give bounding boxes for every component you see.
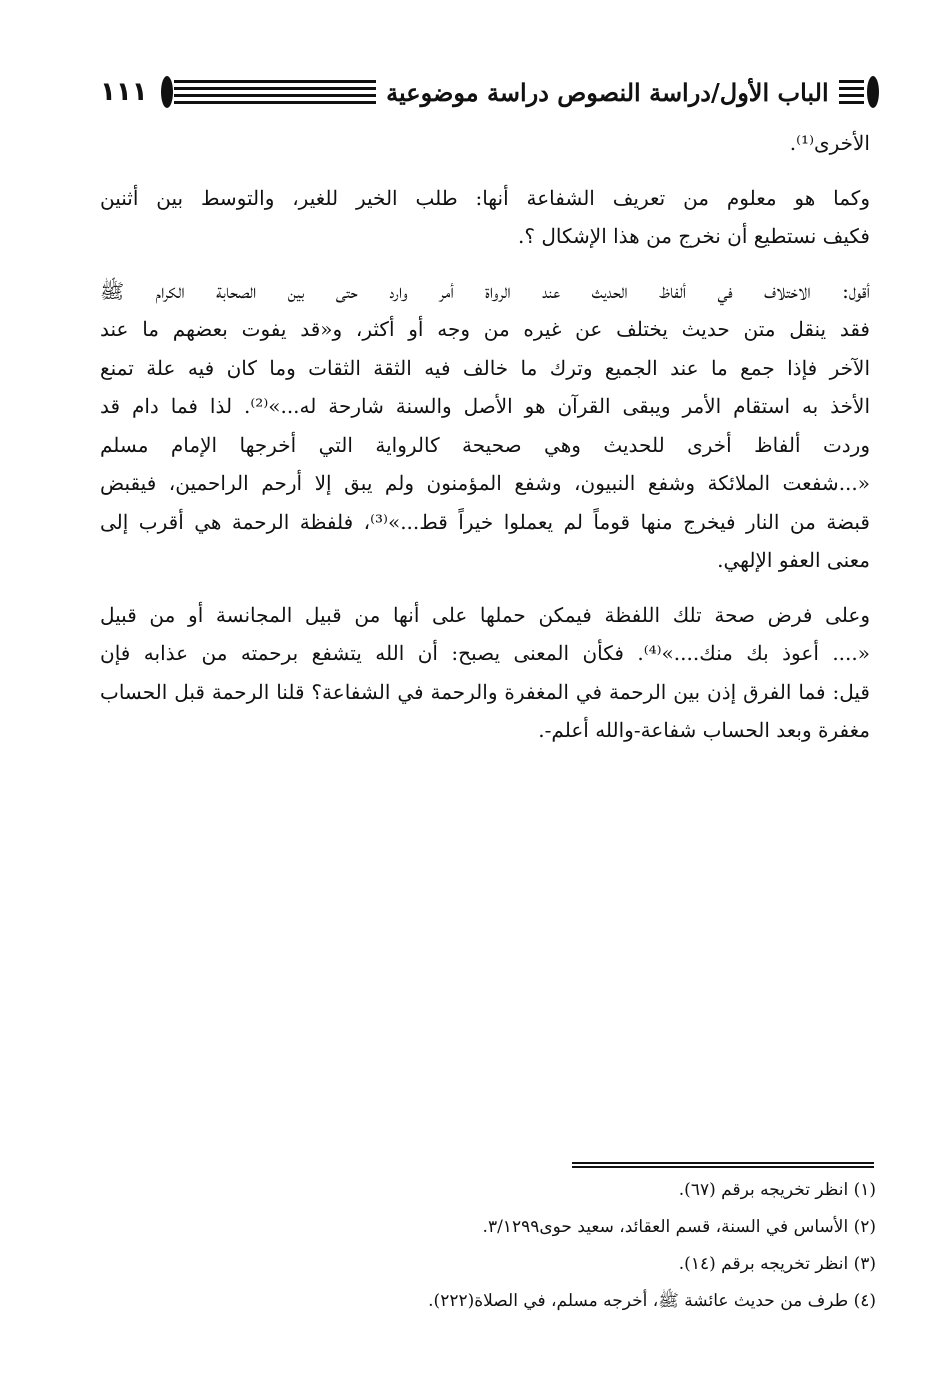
ornament-right-icon	[864, 75, 880, 109]
paragraph-gap	[100, 580, 870, 596]
body-text	[100, 124, 870, 750]
text-line: الآخر فإذا جمع ما عند الجميع وترك ما خالف فيه الثقة الثقات وما كان فيه علة تمنع	[100, 355, 870, 380]
text-line: «.... أعوذ بك منك....»⁽⁴⁾. فكأن المعنى يصبح: أن الله يتشفع برحمته من عذابه فإن	[100, 641, 870, 665]
text-line: وكما هو معلوم من تعريف الشفاعة أنها: طلب الخير للغير، والتوسط بين أثنين	[100, 185, 870, 210]
footnote: (٢) الأساس في السنة، قسم العقائد، سعيد حوى٣/١٢٩٩.	[482, 1217, 876, 1237]
chapter-title: الباب الأول/دراسة النصوص دراسة موضوعية	[386, 77, 829, 107]
footnote: (٣) انظر تخريجه برقم (١٤).	[678, 1254, 876, 1274]
text-line: قبضة من النار فيخرج منها قوماً لم يعملوا خيراً قط...»⁽³⁾، فلفظة الرحمة هي أقرب إلى	[100, 509, 870, 534]
header-rule-right	[839, 77, 864, 107]
footnote: (٤) طرف من حديث عائشة ﷺ، أخرجه مسلم، في الصلاة(٢٢٢).	[428, 1291, 876, 1311]
paragraph-gap	[100, 256, 870, 272]
paragraph-gap	[100, 163, 870, 179]
text-line: الأخذ به استقام الأمر ويبقى القرآن هو الأصل والسنة شارحة له...»⁽²⁾. لذا فما دام قد	[100, 394, 870, 418]
footnotes	[300, 1172, 876, 1320]
footnote: (١) انظر تخريجه برقم (٦٧).	[678, 1180, 876, 1200]
text-line: مغفرة وبعد الحساب شفاعة-والله أعلم-.	[538, 718, 870, 742]
text-line: وردت ألفاظ أخرى للحديث وهي صحيحة كالرواية التي أخرجها الإمام مسلم	[100, 432, 870, 457]
page-number: ١١١	[100, 77, 148, 107]
text-line: أقول: الاختلاف في ألفاظ الحديث عند الرواة أمر وارد حتى بين الصحابة الكرام ﷺ	[100, 278, 870, 303]
text-line: «...شفعت الملائكة وشفع النبيون، وشفع المؤمنون ولم يبق إلا أرحم الراحمين، فيقبض	[100, 471, 870, 495]
running-header	[100, 70, 880, 114]
footnote-separator	[572, 1162, 874, 1170]
text-line: الأخرى⁽¹⁾.	[789, 131, 870, 155]
text-line: قيل: فما الفرق إذن بين الرحمة في المغفرة والرحمة في الشفاعة؟ قلنا الرحمة قبل الحساب	[100, 679, 870, 704]
ornament-left-icon	[158, 75, 174, 109]
text-line: معنى العفو الإلهي.	[717, 548, 870, 572]
header-rule-left	[174, 77, 376, 107]
text-line: فكيف نستطيع أن نخرج من هذا الإشكال ؟.	[518, 224, 870, 248]
text-line: وعلى فرض صحة تلك اللفظة فيمكن حملها على أنها من قبيل المجانسة أو من قبيل	[100, 602, 870, 627]
text-line: فقد ينقل متن حديث يختلف عن غيره من وجه أو أكثر، و«قد يفوت بعضهم ما عند	[100, 317, 870, 341]
